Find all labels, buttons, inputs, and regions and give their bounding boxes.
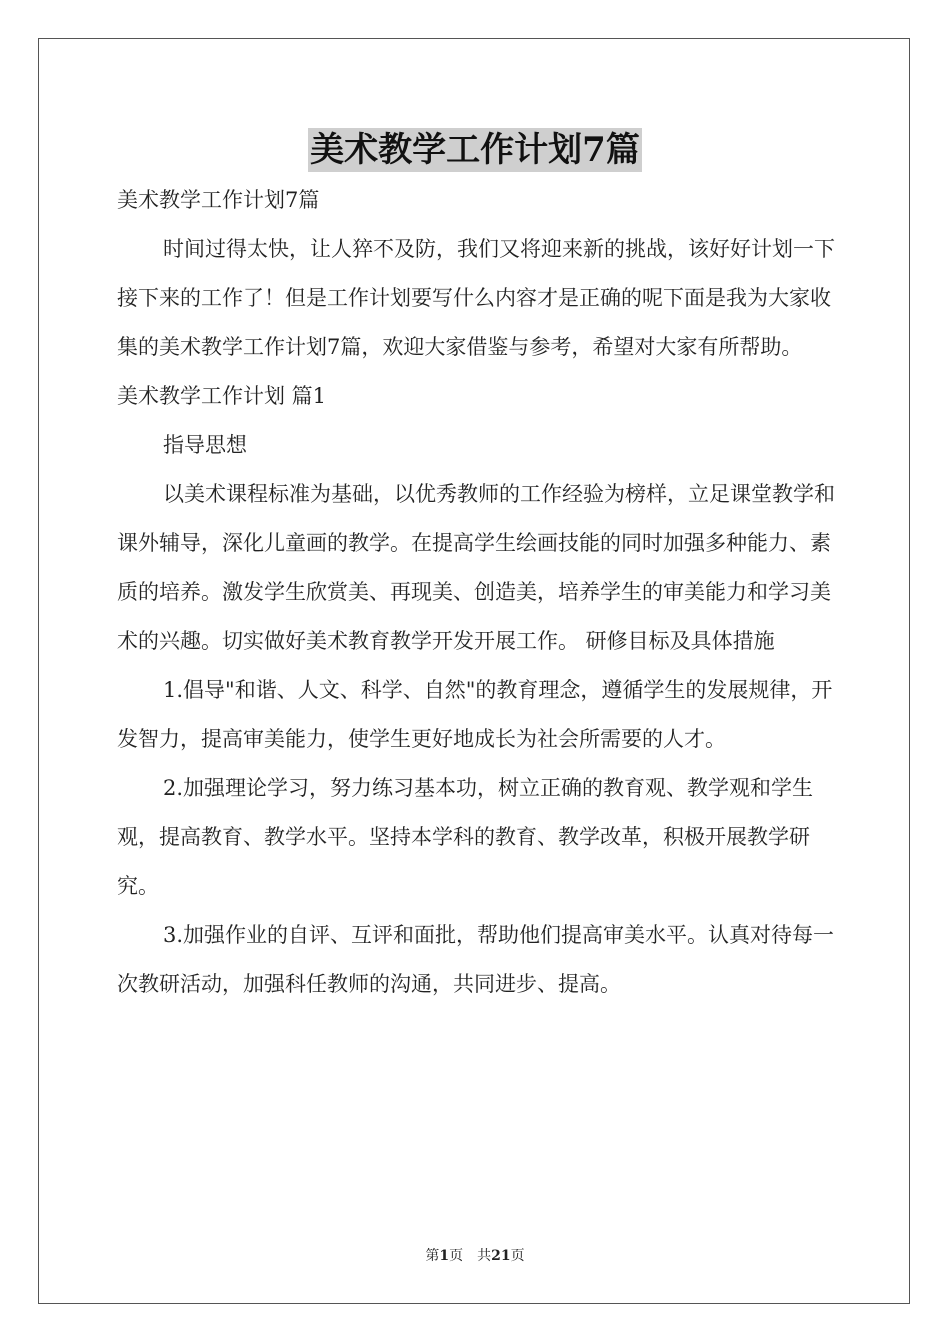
- total-pages: 21: [491, 1248, 511, 1264]
- intro-paragraph: 时间过得太快，让人猝不及防，我们又将迎来新的挑战，该好好计划一下接下来的工作了！但是工作计划要写什么内容才是正确的呢下面是我为大家收集的美术教学工作计划7篇，欢迎大家借鉴与参考，希望对大家有所帮助。: [117, 237, 835, 359]
- title-container: [0, 128, 950, 172]
- page-suffix: 页: [449, 1248, 464, 1264]
- section-heading: 美术教学工作计划 篇1: [117, 384, 327, 408]
- measure-item-2: 2.加强理论学习，努力练习基本功，树立正确的教育观、教学观和学生观，提高教育、教学水平。坚持本学科的教育、教学改革，积极开展教学研究。: [117, 776, 814, 898]
- total-prefix: 共: [477, 1248, 492, 1264]
- page-footer: [0, 1246, 950, 1266]
- total-suffix: 页: [510, 1248, 525, 1264]
- page-current: 1: [439, 1248, 450, 1264]
- subheading-guiding-ideology: 指导思想: [163, 433, 247, 457]
- guiding-ideology-paragraph: 以美术课程标准为基础，以优秀教师的工作经验为榜样，立足课堂教学和课外辅导，深化儿童画的教学。在提高学生绘画技能的同时加强多种能力、素质的培养。激发学生欣赏美、再现美、创造美，培养学生的审美能力和学习美术的兴趣。切实做好美术教育教学开发开展工作。 研修目标及具体措施: [117, 482, 835, 653]
- document-title: 美术教学工作计划7篇: [310, 130, 640, 170]
- document-body: [117, 176, 841, 1009]
- page-prefix: 第: [425, 1248, 440, 1264]
- measure-item-3: 3.加强作业的自评、互评和面批，帮助他们提高审美水平。认真对待每一次教研活动，加强科任教师的沟通，共同进步、提高。: [117, 923, 835, 996]
- measure-item-1: 1.倡导"和谐、人文、科学、自然"的教育理念，遵循学生的发展规律，开发智力，提高审美能力，使学生更好地成长为社会所需要的人才。: [117, 678, 833, 751]
- subtitle-line: 美术教学工作计划7篇: [117, 188, 320, 212]
